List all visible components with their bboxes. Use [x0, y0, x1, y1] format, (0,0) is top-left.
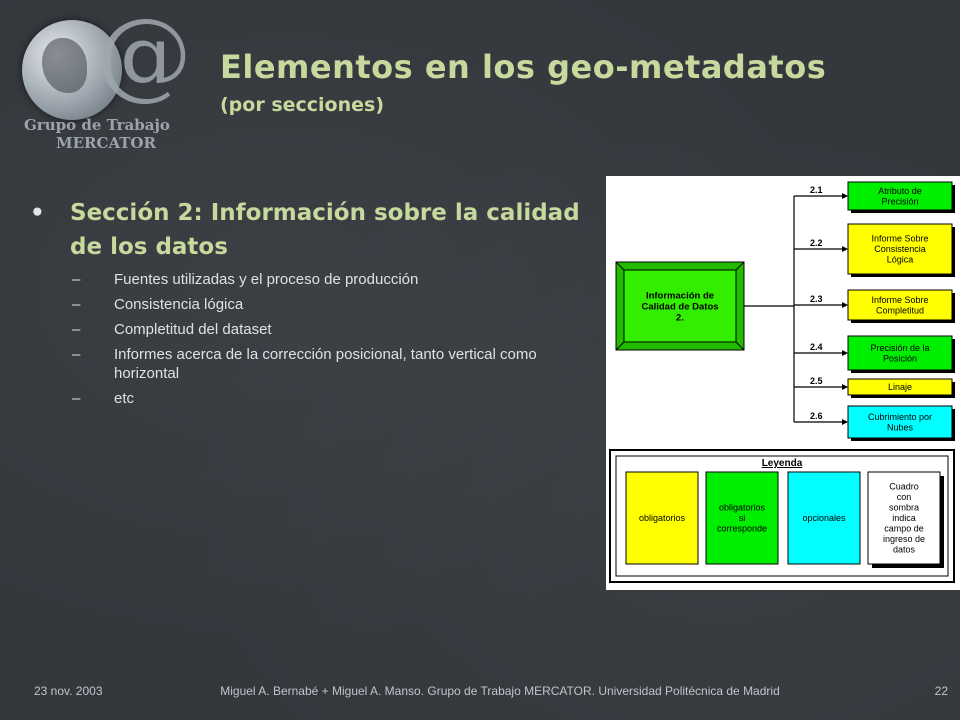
sub-bullet-item	[72, 345, 572, 383]
mercator-logo	[14, 0, 194, 152]
item-number: 2.3	[810, 294, 823, 304]
arrow-head	[842, 384, 848, 390]
sub-bullet-text: Completitud del dataset	[114, 321, 272, 338]
item-label: Informe Sobre Completitud	[871, 294, 929, 316]
item-number: 2.4	[810, 342, 823, 352]
footer-date: 23 nov. 2003	[34, 684, 103, 698]
sub-bullet-text: etc	[114, 390, 135, 407]
slide-title: Elementos en los geo-metadatos	[220, 48, 827, 86]
arrow-head	[842, 246, 848, 252]
item-label: Precisión de la Posición	[870, 342, 930, 364]
sub-bullet-marker: –	[72, 346, 81, 363]
item-label: Cubrimiento por Nubes	[867, 411, 933, 433]
sub-bullet-marker: –	[72, 271, 81, 288]
page-number: 22	[934, 684, 948, 698]
main-bullet-text: Sección 2: Información sobre la calidad de los datos	[70, 200, 580, 260]
sub-bullet-text: Informes acerca de la corrección posicional, tanto vertical como horizontal	[114, 346, 537, 382]
arrow-head	[842, 350, 848, 356]
logo-text-line1: Grupo de Trabajo	[24, 116, 170, 134]
sub-bullet-item	[72, 270, 572, 289]
legend-label: obligatorios	[638, 513, 686, 524]
item-number: 2.2	[810, 238, 823, 248]
legend-title: Leyenda	[761, 458, 803, 469]
sub-bullet-marker: –	[72, 321, 81, 338]
item-number: 2.5	[810, 376, 823, 386]
main-box-label: Información de Calidad de Datos 2.	[641, 290, 719, 324]
sub-bullet-text: Consistencia lógica	[114, 296, 244, 313]
sub-bullet-list	[72, 270, 572, 414]
arrow-head	[842, 419, 848, 425]
sub-bullet-item	[72, 320, 572, 339]
slide-subtitle: (por secciones)	[220, 94, 385, 116]
sub-bullet-marker: –	[72, 390, 81, 407]
arrow-head	[842, 302, 848, 308]
at-sign-icon: @	[96, 0, 192, 110]
legend-label: opcionales	[802, 513, 846, 524]
quality-diagram	[606, 176, 960, 590]
sub-bullet-text: Fuentes utilizadas y el proceso de producción	[114, 271, 419, 288]
arrow-head	[842, 193, 848, 199]
diagram-svg	[606, 176, 960, 590]
sub-bullet-item	[72, 295, 572, 314]
item-label: Informe Sobre Consistencia Lógica	[871, 233, 929, 265]
item-label: Linaje	[887, 382, 913, 393]
footer-authors: Miguel A. Bernabé + Miguel A. Manso. Grupo de Trabajo MERCATOR. Universidad Politécnica de Madrid	[220, 684, 780, 698]
logo-text-line2: MERCATOR	[56, 134, 156, 152]
item-number: 2.1	[810, 185, 823, 195]
bullet-marker: •	[30, 200, 45, 226]
legend-label: Cuadro con sombra indica campo de ingreso de datos	[882, 481, 926, 555]
sub-bullet-marker: –	[72, 296, 81, 313]
main-bullet	[30, 196, 590, 264]
item-label: Atributo de Precisión	[878, 185, 922, 207]
item-number: 2.6	[810, 411, 823, 421]
sub-bullet-item	[72, 389, 572, 408]
legend-label: obligatorios si corresponde	[716, 502, 768, 534]
